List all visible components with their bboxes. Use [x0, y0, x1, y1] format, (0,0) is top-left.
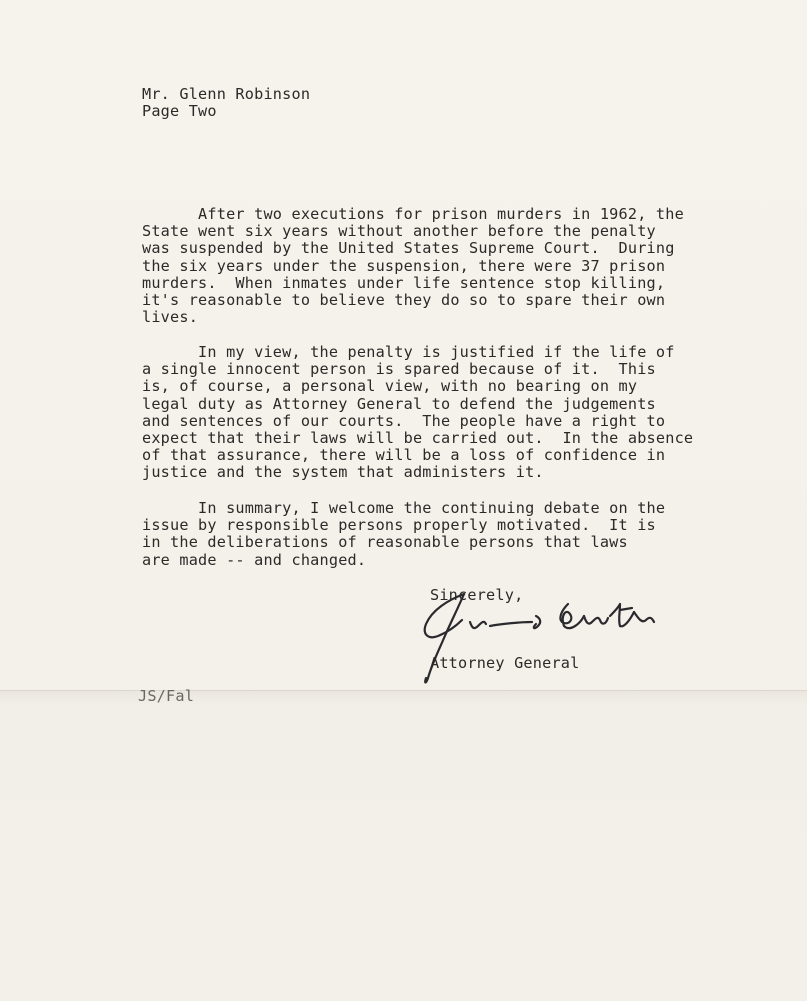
page-label: Page Two	[142, 102, 217, 121]
valediction: Sincerely,	[430, 586, 524, 604]
recipient-name: Mr. Glenn Robinson	[142, 85, 311, 103]
typist-initials: JS/Fal	[138, 687, 195, 705]
signer-title: Attorney General	[430, 654, 580, 672]
letter-header	[142, 86, 310, 120]
paragraph-1: After two executions for prison murders in 1962, the State went six years without another before the penalty was suspended by the United States Supreme Court. During the six years under the suspension, there were 37 prison murders. When inmates under life sentence stop killing, it's reasonable to believe they do so to spare their own lives.	[142, 205, 684, 327]
paragraph-3: In summary, I welcome the continuing debate on the issue by responsible persons properly motivated. It is in the deliberations of reasonable persons that laws are made -- and changed.	[142, 499, 666, 569]
paper-fold	[0, 687, 807, 1001]
paragraph-2: In my view, the penalty is justified if the life of a single innocent person is spared because of it. This is, of course, a personal view, with no bearing on my legal duty as Attorney General to defend the judgements and sentences of our courts. The people have a right to expect that their laws will be carried out. In the absence of that assurance, there will be a loss of confidence in justice and the system that administers it.	[142, 343, 694, 482]
